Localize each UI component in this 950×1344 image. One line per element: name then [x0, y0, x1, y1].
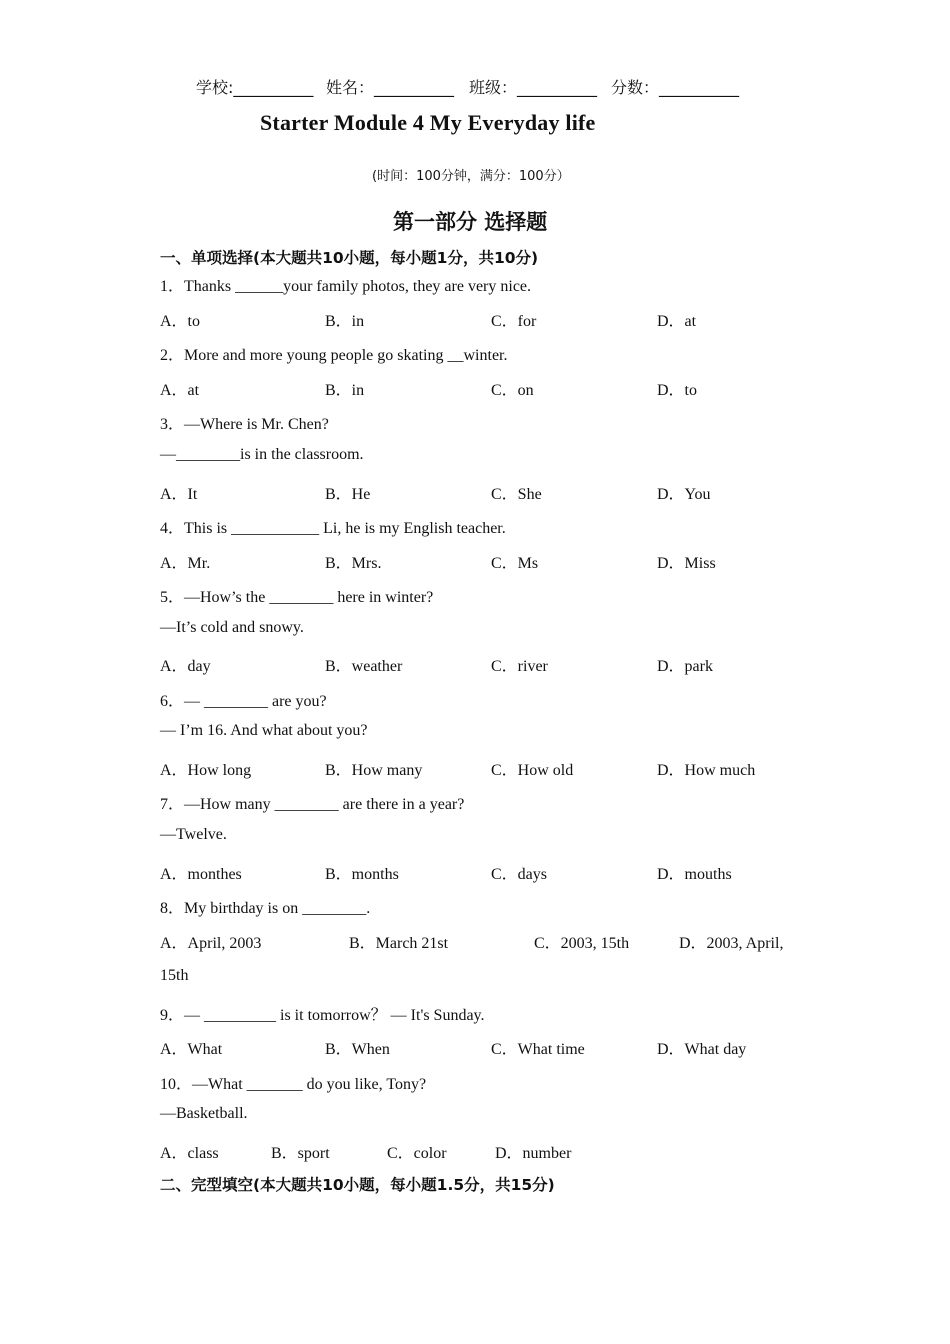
time-note: (时间：100分钟，满分：100分） — [372, 169, 570, 184]
section-one-heading: 一、单项选择(本大题共10小题，每小题1分，共10分) — [160, 249, 539, 267]
q5-option-b[interactable]: B．weather — [325, 658, 403, 675]
q9-option-d[interactable]: D．What day — [657, 1041, 747, 1058]
q1-option-d[interactable]: D．at — [657, 313, 697, 330]
q8-option-d[interactable]: D．2003, April, — [679, 935, 784, 952]
q10-option-a[interactable]: A．class — [160, 1145, 219, 1162]
q6-stem: 6．— ________ are you? — [160, 693, 327, 710]
q5-option-c[interactable]: C．river — [491, 658, 548, 675]
q1-stem: 1．Thanks ______your family photos, they are very nice. — [160, 278, 532, 295]
school-field: 学校:__________ — [196, 78, 314, 97]
q3-stem-response: —________is in the classroom. — [160, 446, 364, 463]
q8-stem: 8．My birthday is on ________. — [160, 900, 371, 917]
q5-option-d[interactable]: D．park — [657, 658, 713, 675]
page-title: Starter Module 4 My Everyday life — [260, 110, 596, 135]
q1-option-a[interactable]: A．to — [160, 313, 201, 330]
q3-option-b[interactable]: B．He — [325, 486, 371, 503]
q2-stem: 2．More and more young people go skating __winter. — [160, 347, 508, 364]
q7-option-c[interactable]: C．days — [491, 866, 548, 883]
q8-option-b[interactable]: B．March 21st — [349, 935, 449, 952]
q6-option-c[interactable]: C．How old — [491, 762, 574, 779]
q9-option-a[interactable]: A．What — [160, 1041, 223, 1058]
q4-option-d[interactable]: D．Miss — [657, 555, 716, 572]
q8-option-d-continued: 15th — [160, 967, 189, 984]
q9-stem: 9．— _________ is it tomorrow？ — It's Sunday. — [160, 1007, 485, 1024]
q10-option-d[interactable]: D．number — [495, 1145, 572, 1162]
q10-stem-response: —Basketball. — [160, 1105, 248, 1122]
q10-option-c[interactable]: C．color — [387, 1145, 447, 1162]
q10-stem: 10．—What _______ do you like, Tony? — [160, 1076, 427, 1093]
q5-stem: 5．—How’s the ________ here in winter? — [160, 589, 434, 606]
section-two-heading: 二、完型填空(本大题共10小题，每小题1.5分，共15分) — [160, 1176, 555, 1194]
q7-option-a[interactable]: A．monthes — [160, 866, 242, 883]
q6-option-b[interactable]: B．How many — [325, 762, 423, 779]
q7-stem: 7．—How many ________ are there in a year? — [160, 796, 465, 813]
q5-option-a[interactable]: A．day — [160, 658, 211, 675]
q4-option-b[interactable]: B．Mrs. — [325, 555, 382, 572]
q9-option-c[interactable]: C．What time — [491, 1041, 585, 1058]
q3-option-d[interactable]: D．You — [657, 486, 711, 503]
q5-stem-response: —It’s cold and snowy. — [160, 619, 304, 636]
q1-option-b[interactable]: B．in — [325, 313, 365, 330]
q9-option-b[interactable]: B．When — [325, 1041, 390, 1058]
q4-option-c[interactable]: C．Ms — [491, 555, 539, 572]
q4-option-a[interactable]: A．Mr. — [160, 555, 211, 572]
q7-option-d[interactable]: D．mouths — [657, 866, 732, 883]
q6-stem-response: — I’m 16. And what about you? — [160, 722, 368, 739]
q10-option-b[interactable]: B．sport — [271, 1145, 330, 1162]
q8-option-c[interactable]: C．2003, 15th — [534, 935, 630, 952]
q3-option-c[interactable]: C．She — [491, 486, 542, 503]
class-field: 班级：__________ — [469, 78, 598, 97]
q2-option-d[interactable]: D．to — [657, 382, 698, 399]
part-one-heading: 第一部分 选择题 — [393, 210, 548, 234]
q2-option-c[interactable]: C．on — [491, 382, 534, 399]
q6-option-d[interactable]: D．How much — [657, 762, 756, 779]
score-field: 分数：__________ — [611, 78, 740, 97]
q7-option-b[interactable]: B．months — [325, 866, 399, 883]
q4-stem: 4．This is ___________ Li, he is my English teacher. — [160, 520, 506, 537]
q1-option-c[interactable]: C．for — [491, 313, 537, 330]
q2-option-b[interactable]: B．in — [325, 382, 365, 399]
q2-option-a[interactable]: A．at — [160, 382, 200, 399]
q3-option-a[interactable]: A．It — [160, 486, 198, 503]
q7-stem-response: —Twelve. — [160, 826, 227, 843]
q6-option-a[interactable]: A．How long — [160, 762, 252, 779]
q8-option-a[interactable]: A．April, 2003 — [160, 935, 262, 952]
name-field: 姓名：__________ — [326, 78, 455, 97]
q3-stem: 3．—Where is Mr. Chen? — [160, 416, 329, 433]
